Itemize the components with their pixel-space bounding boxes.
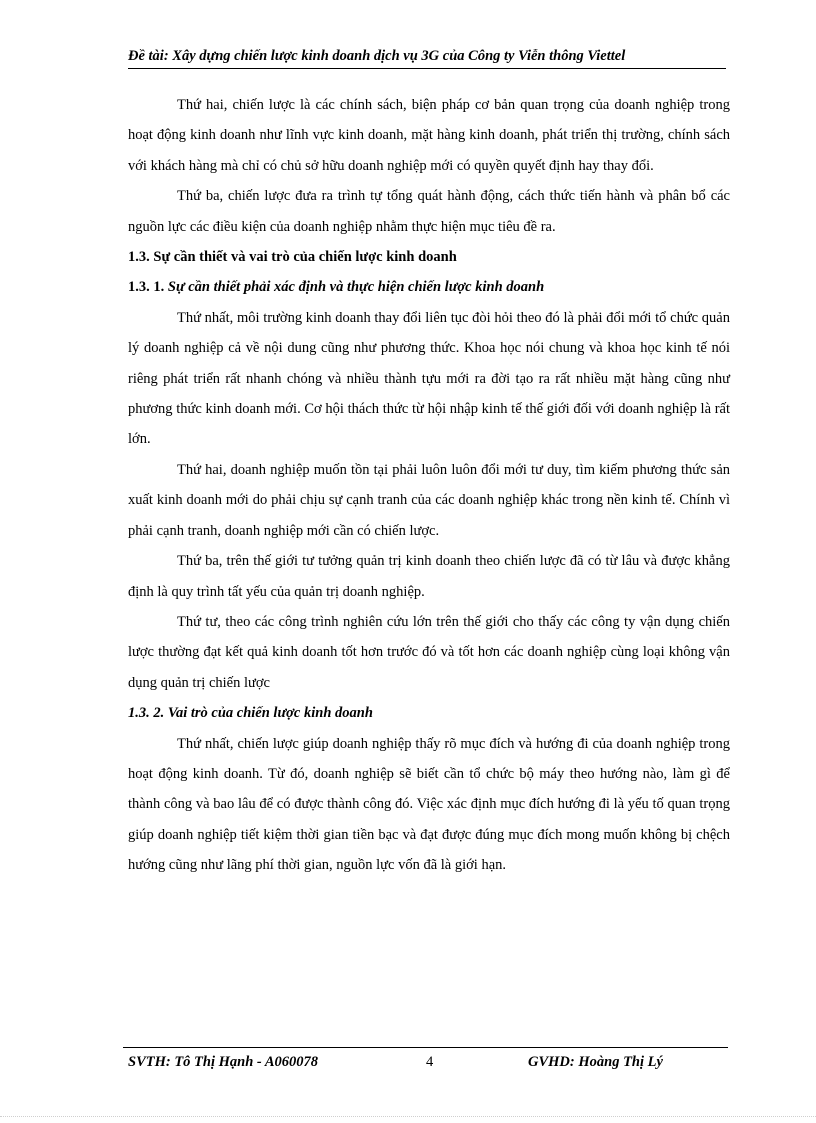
page-edge-divider [0,1116,816,1117]
page-number: 4 [426,1054,434,1070]
footer-advisor: GVHD: Hoàng Thị Lý [528,1054,663,1070]
footer-student: SVTH: Tô Thị Hạnh - A060078 [128,1054,319,1070]
document-body [128,90,730,881]
section-heading: 1.3. Sự cần thiết và vai trò của chiến lược kinh doanh [128,249,457,266]
paragraph: Thứ tư, theo các công trình nghiên cứu lớn trên thế giới cho thấy các công ty vận dụng chiến lược thường đạt kết quả kinh doanh tốt hơn trước đó và tốt hơn các doanh nghiệp cùng loại không vận dụng quản trị chiến lược [128,613,730,691]
document-header [128,46,726,69]
subsection-heading [128,272,730,302]
paragraph: Thứ ba, chiến lược đưa ra trình tự tổng quát hành động, cách thức tiến hành và phân bổ các nguồn lực các điều kiện của doanh nghiệp nhằm thực hiện mục tiêu đề ra. [128,188,730,235]
paragraph: Thứ hai, chiến lược là các chính sách, biện pháp cơ bản quan trọng của doanh nghiệp trong hoạt động kinh doanh như lĩnh vực kinh doanh, mặt hàng kinh doanh, phát triển thị trường, chính sách với khách hàng mà chỉ có chủ sở hữu doanh nghiệp mới có quyền quyết định hay thay đổi. [128,97,730,174]
subsection-title: Sự cần thiết phải xác định và thực hiện chiến lược kinh doanh [167,279,545,296]
paragraph: Thứ nhất, môi trường kinh doanh thay đổi liên tục đòi hỏi theo đó là phải đổi mới tổ chức quản lý doanh nghiệp cả về nội dung cũng như phương thức. Khoa học nói chung và khoa học kinh tế nói riêng phát triển rất nhanh chóng và nhiều thành tựu mới ra đời tạo ra rất nhiều mặt hàng cũng như phương thức kinh doanh mới. Cơ hội thách thức từ hội nhập kinh tế thế giới đối với doanh nghiệp là rất lớn. [128,309,730,448]
subsection-title: 1.3. 2. Vai trò của chiến lược kinh doanh [128,705,373,722]
subsection-heading [128,698,730,728]
paragraph: Thứ nhất, chiến lược giúp doanh nghiệp thấy rõ mục đích và hướng đi của doanh nghiệp trong hoạt động kinh doanh. Từ đó, doanh nghiệp sẽ biết cần tổ chức bộ máy theo hướng nào, làm gì để thành công và bao lâu để có được thành công đó. Việc xác định mục đích hướng đi là yếu tố quan trọng giúp doanh nghiệp tiết kiệm thời gian tiền bạc và đạt được đúng mục đích mong muốn không bị chệch hướng cũng như lãng phí thời gian, nguồn lực vốn đã là giới hạn. [128,735,730,874]
document-title: Đề tài: Xây dựng chiến lược kinh doanh dịch vụ 3G của Công ty Viễn thông Viettel [128,48,626,64]
paragraph: Thứ hai, doanh nghiệp muốn tồn tại phải luôn luôn đổi mới tư duy, tìm kiếm phương thức sản xuất kinh doanh mới do phải chịu sự cạnh tranh của các doanh nghiệp khác trong nền kinh tế. Chính vì phải cạnh tranh, doanh nghiệp mới cần có chiến lược. [128,461,730,539]
document-footer [128,1054,726,1078]
subsection-number: 1.3. 1. [128,279,165,296]
paragraph: Thứ ba, trên thế giới tư tưởng quản trị kinh doanh theo chiến lược đã có từ lâu và được khẳng định là quy trình tất yếu của quản trị doanh nghiệp. [128,553,730,600]
footer-divider [123,1047,728,1048]
